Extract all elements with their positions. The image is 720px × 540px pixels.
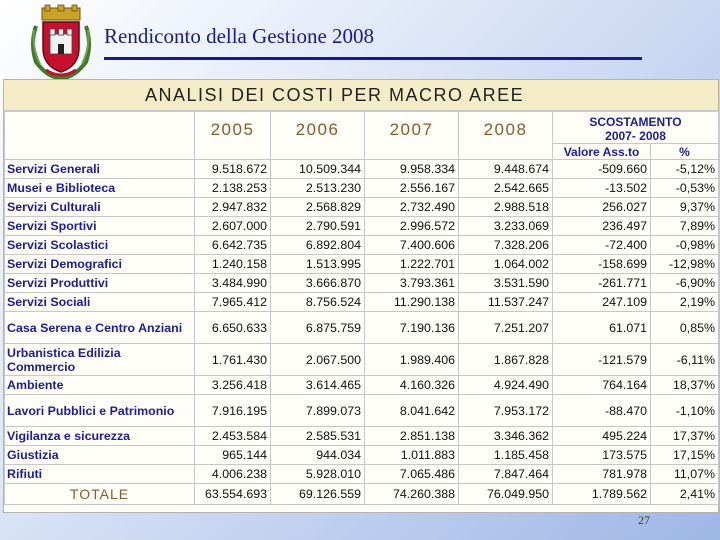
table-row [5,236,719,255]
total-v2007: 74.260.388 [365,484,459,505]
cell-v2005: 4.006.238 [195,465,271,484]
cell-v2005: 965.144 [195,446,271,465]
header-blank-cell [5,112,195,160]
table-row [5,395,719,427]
cell-abs: 256.027 [553,198,651,217]
cell-pct: 17,15% [651,446,719,465]
row-label: Servizi Generali [5,160,195,179]
cell-v2007: 2.732.490 [365,198,459,217]
cell-v2006: 3.666.870 [271,274,365,293]
year-header-2006: 2006 [271,112,365,160]
cell-abs: -261.771 [553,274,651,293]
year-header-2005: 2005 [195,112,271,160]
cell-v2007: 1.011.883 [365,446,459,465]
year-header-2007: 2007 [365,112,459,160]
cell-pct: -5,12% [651,160,719,179]
cell-v2006: 7.899.073 [271,395,365,427]
table-row [5,255,719,274]
table-row [5,312,719,344]
cell-v2007: 7.190.136 [365,312,459,344]
table-row [5,427,719,446]
cell-v2005: 3.256.418 [195,376,271,395]
row-label: Servizi Sociali [5,293,195,312]
cost-table [4,111,719,505]
cell-v2005: 7.916.195 [195,395,271,427]
row-label: Rifiuti [5,465,195,484]
cell-v2007: 9.958.334 [365,160,459,179]
cell-abs: 781.978 [553,465,651,484]
cell-v2005: 7.965.412 [195,293,271,312]
scostamento-header [553,112,719,144]
total-row [5,484,719,505]
cell-v2005: 1.240.158 [195,255,271,274]
cell-pct: -6,11% [651,344,719,376]
cell-v2008: 7.251.207 [459,312,553,344]
cell-v2008: 7.953.172 [459,395,553,427]
cell-v2008: 2.988.518 [459,198,553,217]
cell-v2008: 1.064.002 [459,255,553,274]
cell-v2008: 7.847.464 [459,465,553,484]
cell-v2006: 6.875.759 [271,312,365,344]
title-underline [104,57,642,60]
cell-v2006: 2.067.500 [271,344,365,376]
row-label: Urbanistica Edilizia Commercio [5,344,195,376]
cell-v2008: 2.542.665 [459,179,553,198]
page-number: 27 [638,513,650,527]
table-row [5,217,719,236]
cell-v2008: 11.537.247 [459,293,553,312]
cell-v2005: 2.453.584 [195,427,271,446]
cell-v2006: 6.892.804 [271,236,365,255]
cell-pct: -1,10% [651,395,719,427]
cell-v2005: 2.138.253 [195,179,271,198]
cell-abs: -88.470 [553,395,651,427]
cell-v2006: 1.513.995 [271,255,365,274]
cell-v2005: 3.484.990 [195,274,271,293]
cell-pct: 9,37% [651,198,719,217]
total-v2006: 69.126.559 [271,484,365,505]
cell-v2006: 8.756.524 [271,293,365,312]
table-row [5,198,719,217]
row-label: Servizi Produttivi [5,274,195,293]
cell-v2005: 2.947.832 [195,198,271,217]
cell-pct: -0,53% [651,179,719,198]
table-row [5,446,719,465]
cell-v2006: 944.034 [271,446,365,465]
row-label: Servizi Demografici [5,255,195,274]
cell-v2007: 3.793.361 [365,274,459,293]
row-label: Musei e Biblioteca [5,179,195,198]
cell-v2007: 11.290.138 [365,293,459,312]
cell-v2008: 3.531.590 [459,274,553,293]
row-label: Vigilanza e sicurezza [5,427,195,446]
cell-pct: -12,98% [651,255,719,274]
row-label: Casa Serena e Centro Anziani [5,312,195,344]
cell-v2007: 2.996.572 [365,217,459,236]
cell-v2007: 8.041.642 [365,395,459,427]
cell-v2005: 1.761.430 [195,344,271,376]
page-title: Rendiconto della Gestione 2008 [104,24,375,48]
cell-abs: -158.699 [553,255,651,274]
cell-v2007: 7.065.486 [365,465,459,484]
cell-v2006: 2.568.829 [271,198,365,217]
cell-pct: 7,89% [651,217,719,236]
coat-of-arms-icon [28,4,94,80]
table-row [5,293,719,312]
cell-v2005: 9.518.672 [195,160,271,179]
cell-v2005: 2.607.000 [195,217,271,236]
total-label: TOTALE [5,484,195,505]
table-row [5,344,719,376]
row-label: Servizi Culturali [5,198,195,217]
cell-abs: 247.109 [553,293,651,312]
cell-pct: 18,37% [651,376,719,395]
cell-v2006: 5.928.010 [271,465,365,484]
cell-v2008: 4.924.490 [459,376,553,395]
total-v2005: 63.554.693 [195,484,271,505]
table-row [5,274,719,293]
cell-pct: 17,37% [651,427,719,446]
cell-abs: -72.400 [553,236,651,255]
row-label: Servizi Scolastici [5,236,195,255]
cell-v2008: 9.448.674 [459,160,553,179]
percent-header: % [651,144,719,160]
table-row [5,160,719,179]
cell-abs: 764.164 [553,376,651,395]
cell-v2006: 2.790.591 [271,217,365,236]
cell-pct: 2,19% [651,293,719,312]
total-pct: 2,41% [651,484,719,505]
cell-v2008: 3.233.069 [459,217,553,236]
row-label: Servizi Sportivi [5,217,195,236]
cell-v2007: 4.160.326 [365,376,459,395]
cell-v2005: 6.642.735 [195,236,271,255]
spreadsheet [3,79,719,513]
total-abs: 1.789.562 [553,484,651,505]
cell-abs: 61.071 [553,312,651,344]
scostamento-period: 2007- 2008 [605,129,666,143]
absolute-value-header: Valore Ass.to [553,144,651,160]
cell-v2006: 3.614.465 [271,376,365,395]
cell-v2007: 7.400.606 [365,236,459,255]
cell-v2008: 3.346.362 [459,427,553,446]
cell-v2008: 7.328.206 [459,236,553,255]
year-header-2008: 2008 [459,112,553,160]
cell-pct: 0,85% [651,312,719,344]
cell-v2005: 6.650.633 [195,312,271,344]
cell-abs: -13.502 [553,179,651,198]
cell-v2007: 2.851.138 [365,427,459,446]
cell-pct: -6,90% [651,274,719,293]
row-label: Ambiente [5,376,195,395]
cell-abs: -509.660 [553,160,651,179]
cell-abs: 236.497 [553,217,651,236]
cell-pct: -0,98% [651,236,719,255]
row-label: Giustizia [5,446,195,465]
table-row [5,179,719,198]
cell-v2007: 1.222.701 [365,255,459,274]
cell-abs: -121.579 [553,344,651,376]
cell-v2006: 10.509.344 [271,160,365,179]
row-label: Lavori Pubblici e Patrimonio [5,395,195,427]
cell-v2008: 1.867.828 [459,344,553,376]
cell-v2008: 1.185.458 [459,446,553,465]
cell-v2007: 1.989.406 [365,344,459,376]
total-v2008: 76.049.950 [459,484,553,505]
cell-abs: 173.575 [553,446,651,465]
cell-v2007: 2.556.167 [365,179,459,198]
cell-v2006: 2.513.230 [271,179,365,198]
cell-pct: 11,07% [651,465,719,484]
cell-abs: 495.224 [553,427,651,446]
scostamento-title: SCOSTAMENTO [589,115,682,129]
table-row [5,376,719,395]
table-heading: ANALISI DEI COSTI PER MACRO AREE [4,80,718,111]
cell-v2006: 2.585.531 [271,427,365,446]
table-row [5,465,719,484]
